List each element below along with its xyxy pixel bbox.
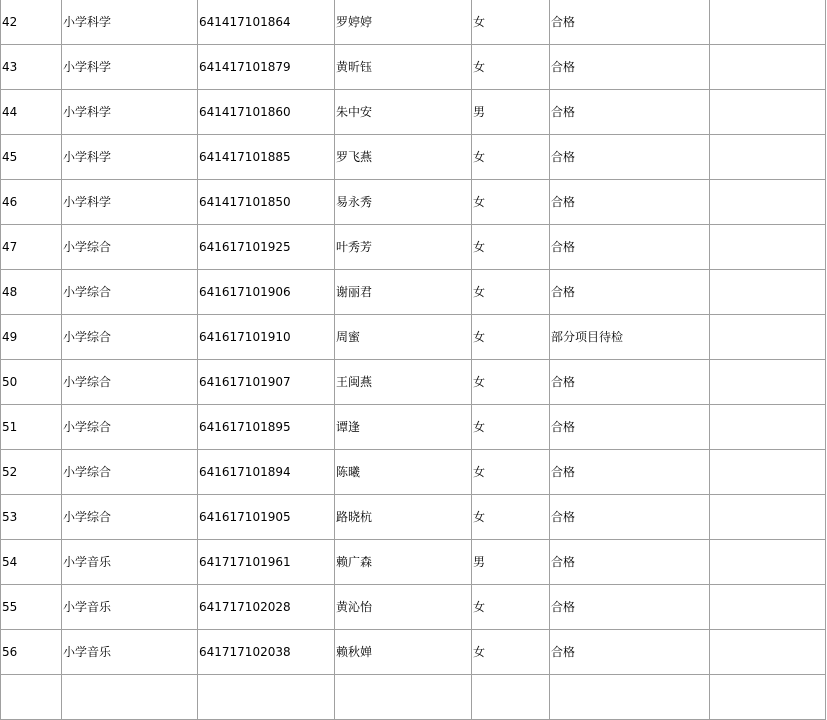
cell-gender: 女 bbox=[472, 630, 550, 675]
cell-name: 叶秀芳 bbox=[335, 225, 472, 270]
cell-number: 42 bbox=[1, 0, 62, 45]
cell-number: 47 bbox=[1, 225, 62, 270]
table-row bbox=[1, 495, 826, 540]
table-row bbox=[1, 360, 826, 405]
cell-name: 王闽燕 bbox=[335, 360, 472, 405]
cell-result: 合格 bbox=[550, 270, 710, 315]
cell-exam-id: 641417101885 bbox=[198, 135, 335, 180]
cell-number: 52 bbox=[1, 450, 62, 495]
table-row bbox=[1, 540, 826, 585]
cell-name: 朱中安 bbox=[335, 90, 472, 135]
cell-subject: 小学科学 bbox=[62, 90, 198, 135]
cell-gender: 女 bbox=[472, 225, 550, 270]
cell-subject: 小学音乐 bbox=[62, 540, 198, 585]
cell-exam-id: 641417101864 bbox=[198, 0, 335, 45]
cell-subject: 小学综合 bbox=[62, 405, 198, 450]
cell-result: 合格 bbox=[550, 45, 710, 90]
cell-result: 合格 bbox=[550, 405, 710, 450]
cell-exam-id: 641617101906 bbox=[198, 270, 335, 315]
cell-gender: 男 bbox=[472, 90, 550, 135]
cell-exam-id: 641417101850 bbox=[198, 180, 335, 225]
table-row bbox=[1, 270, 826, 315]
cell-number: 49 bbox=[1, 315, 62, 360]
cell-note bbox=[710, 495, 826, 540]
table-row bbox=[1, 135, 826, 180]
cell-gender: 女 bbox=[472, 495, 550, 540]
cell-gender: 女 bbox=[472, 585, 550, 630]
table-row bbox=[1, 675, 826, 720]
cell-number: 56 bbox=[1, 630, 62, 675]
cell-name: 黄昕钰 bbox=[335, 45, 472, 90]
cell-subject: 小学综合 bbox=[62, 495, 198, 540]
cell-result: 部分项目待检 bbox=[550, 315, 710, 360]
cell-name: 周蜜 bbox=[335, 315, 472, 360]
cell-subject: 小学音乐 bbox=[62, 630, 198, 675]
cell-name: 赖广森 bbox=[335, 540, 472, 585]
table-row bbox=[1, 90, 826, 135]
cell-number: 45 bbox=[1, 135, 62, 180]
cell-name: 易永秀 bbox=[335, 180, 472, 225]
cell-subject bbox=[62, 675, 198, 720]
cell-gender: 女 bbox=[472, 135, 550, 180]
cell-name: 谭逢 bbox=[335, 405, 472, 450]
cell-gender: 女 bbox=[472, 450, 550, 495]
cell-subject: 小学科学 bbox=[62, 180, 198, 225]
cell-exam-id: 641717101961 bbox=[198, 540, 335, 585]
cell-note bbox=[710, 180, 826, 225]
cell-subject: 小学综合 bbox=[62, 315, 198, 360]
cell-result: 合格 bbox=[550, 585, 710, 630]
cell-name: 罗婷婷 bbox=[335, 0, 472, 45]
cell-result: 合格 bbox=[550, 135, 710, 180]
cell-number: 50 bbox=[1, 360, 62, 405]
cell-result: 合格 bbox=[550, 225, 710, 270]
cell-exam-id: 641617101905 bbox=[198, 495, 335, 540]
cell-result: 合格 bbox=[550, 450, 710, 495]
cell-subject: 小学综合 bbox=[62, 225, 198, 270]
cell-note bbox=[710, 90, 826, 135]
cell-number: 43 bbox=[1, 45, 62, 90]
table-row bbox=[1, 450, 826, 495]
cell-exam-id: 641417101860 bbox=[198, 90, 335, 135]
cell-gender: 女 bbox=[472, 45, 550, 90]
cell-number bbox=[1, 675, 62, 720]
cell-result: 合格 bbox=[550, 0, 710, 45]
table-row bbox=[1, 405, 826, 450]
cell-gender: 女 bbox=[472, 270, 550, 315]
cell-note bbox=[710, 450, 826, 495]
cell-result: 合格 bbox=[550, 180, 710, 225]
cell-gender: 女 bbox=[472, 315, 550, 360]
cell-name: 陈曦 bbox=[335, 450, 472, 495]
cell-note bbox=[710, 0, 826, 45]
cell-exam-id bbox=[198, 675, 335, 720]
cell-gender: 女 bbox=[472, 360, 550, 405]
cell-note bbox=[710, 225, 826, 270]
cell-subject: 小学综合 bbox=[62, 450, 198, 495]
cell-note bbox=[710, 270, 826, 315]
cell-number: 44 bbox=[1, 90, 62, 135]
cell-gender: 女 bbox=[472, 0, 550, 45]
cell-gender: 女 bbox=[472, 180, 550, 225]
cell-name: 罗飞燕 bbox=[335, 135, 472, 180]
cell-note bbox=[710, 405, 826, 450]
cell-subject: 小学科学 bbox=[62, 0, 198, 45]
cell-exam-id: 641617101907 bbox=[198, 360, 335, 405]
table-row bbox=[1, 585, 826, 630]
cell-result: 合格 bbox=[550, 630, 710, 675]
cell-name: 谢丽君 bbox=[335, 270, 472, 315]
table-row bbox=[1, 45, 826, 90]
cell-name: 路晓杭 bbox=[335, 495, 472, 540]
cell-number: 53 bbox=[1, 495, 62, 540]
cell-subject: 小学综合 bbox=[62, 270, 198, 315]
cell-result: 合格 bbox=[550, 540, 710, 585]
results-table-body bbox=[1, 0, 826, 720]
table-row bbox=[1, 630, 826, 675]
cell-result bbox=[550, 675, 710, 720]
cell-note bbox=[710, 630, 826, 675]
cell-subject: 小学综合 bbox=[62, 360, 198, 405]
cell-number: 55 bbox=[1, 585, 62, 630]
cell-subject: 小学科学 bbox=[62, 45, 198, 90]
cell-note bbox=[710, 45, 826, 90]
cell-exam-id: 641617101895 bbox=[198, 405, 335, 450]
cell-result: 合格 bbox=[550, 495, 710, 540]
cell-number: 51 bbox=[1, 405, 62, 450]
table-row bbox=[1, 0, 826, 45]
table-row bbox=[1, 180, 826, 225]
cell-number: 46 bbox=[1, 180, 62, 225]
cell-exam-id: 641717102038 bbox=[198, 630, 335, 675]
cell-exam-id: 641417101879 bbox=[198, 45, 335, 90]
cell-gender: 男 bbox=[472, 540, 550, 585]
cell-name: 赖秋婵 bbox=[335, 630, 472, 675]
cell-exam-id: 641617101894 bbox=[198, 450, 335, 495]
cell-note bbox=[710, 135, 826, 180]
table-row bbox=[1, 225, 826, 270]
cell-note bbox=[710, 315, 826, 360]
cell-number: 48 bbox=[1, 270, 62, 315]
cell-note bbox=[710, 360, 826, 405]
cell-gender: 女 bbox=[472, 405, 550, 450]
cell-name bbox=[335, 675, 472, 720]
cell-result: 合格 bbox=[550, 90, 710, 135]
cell-exam-id: 641617101925 bbox=[198, 225, 335, 270]
cell-note bbox=[710, 585, 826, 630]
cell-subject: 小学音乐 bbox=[62, 585, 198, 630]
cell-subject: 小学科学 bbox=[62, 135, 198, 180]
cell-exam-id: 641617101910 bbox=[198, 315, 335, 360]
cell-name: 黄沁怡 bbox=[335, 585, 472, 630]
cell-note bbox=[710, 540, 826, 585]
cell-gender bbox=[472, 675, 550, 720]
cell-result: 合格 bbox=[550, 360, 710, 405]
cell-number: 54 bbox=[1, 540, 62, 585]
cell-note bbox=[710, 675, 826, 720]
table-row bbox=[1, 315, 826, 360]
cell-exam-id: 641717102028 bbox=[198, 585, 335, 630]
